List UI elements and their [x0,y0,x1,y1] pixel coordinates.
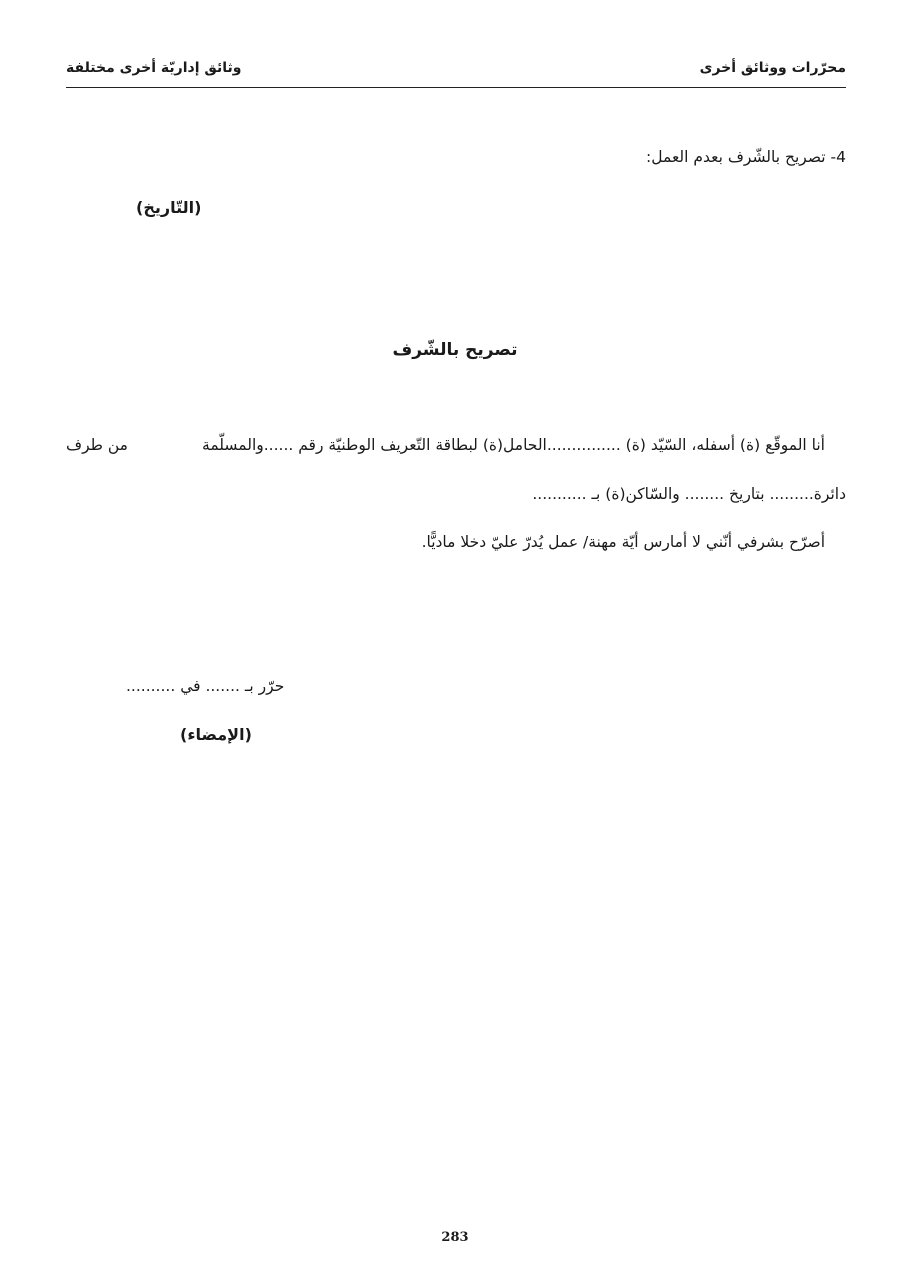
running-header-right: محرّرات ووثائق أخرى [699,60,846,76]
section-heading: 4- تصريح بالشّرف بعدم العمل: [646,148,846,166]
header-divider [66,87,846,88]
place-date-line: حرّر بـ ....... في .......... [126,677,285,695]
body-line-3: أصرّح بشرفي أنّني لا أمارس أيّة مهنة/ عمل يُدرّ عليّ دخلا ماديًّا. [421,533,825,551]
running-header-left: وثائق إداريّة أخرى مختلفة [66,60,242,76]
body-line-2: دائرة......... بتاريخ ........ والسّاكن(ة) بـ ........... [532,485,846,503]
form-title: تصريح بالشّرف [392,340,518,360]
body-line-1-end: من طرف [66,436,128,454]
date-label: (التّاريخ) [136,198,202,217]
signature-label: (الإمضاء) [180,725,252,744]
body-line-1: أنا الموقّع (ة) أسفله، السّيّد (ة) ...............الحامل(ة) لبطاقة التّعريف الوطنيّة رقم ......والمسلّمة [202,436,825,454]
page-number: 283 [441,1230,469,1245]
